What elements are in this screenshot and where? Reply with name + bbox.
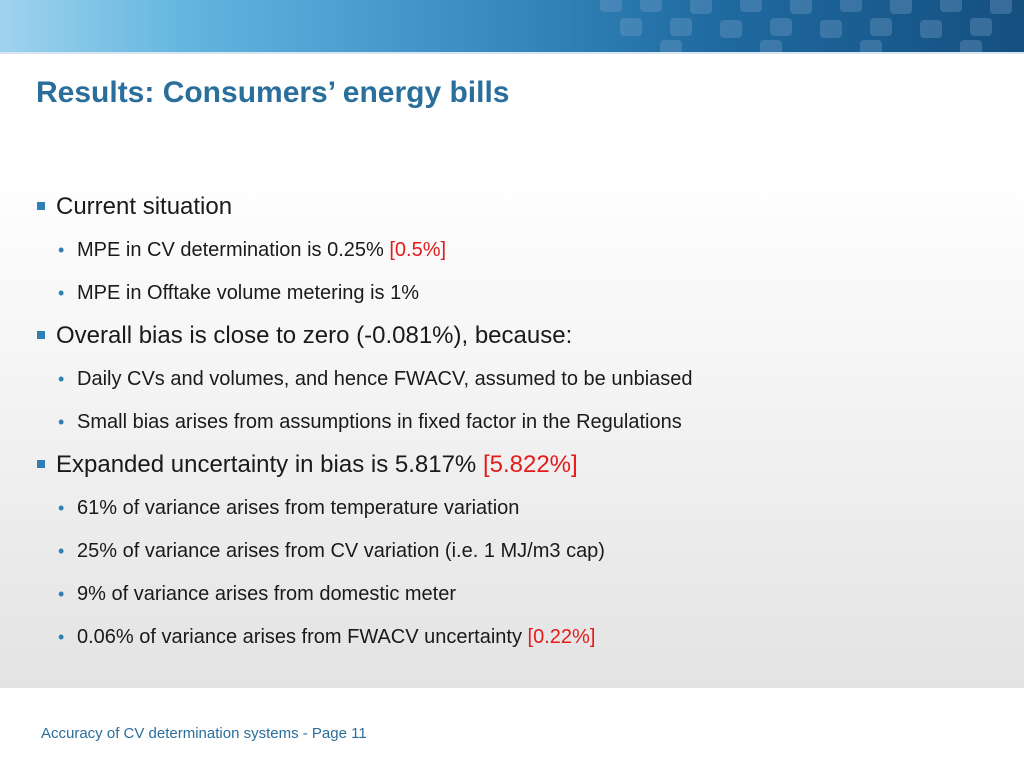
sub-bullet-text: 25% of variance arises from CV variation (i.e. 1 MJ/m3 cap) — [77, 540, 605, 562]
decorative-tile — [960, 40, 982, 52]
round-bullet-icon: • — [58, 369, 65, 389]
decorative-tile — [640, 0, 662, 12]
sub-bullet-mpe-cv — [36, 231, 996, 274]
sub-bullet-text: MPE in Offtake volume metering is 1% — [77, 282, 419, 304]
sub-bullet-text: 0.06% of variance arises from FWACV uncertainty — [77, 626, 522, 648]
decorative-tile — [990, 0, 1012, 14]
decorative-tile — [840, 0, 862, 12]
bullet-text: Current situation — [56, 193, 233, 220]
decorative-tile — [600, 0, 622, 12]
round-bullet-icon: • — [58, 627, 65, 647]
decorative-tile — [870, 18, 892, 36]
sub-bullet-text: MPE in CV determination is 0.25% — [77, 239, 384, 261]
sub-bullet-fwacv — [36, 618, 996, 661]
decorative-tile — [690, 0, 712, 14]
decorative-tile — [620, 18, 642, 36]
square-bullet-icon — [37, 460, 45, 468]
sub-bullet-small-bias — [36, 403, 996, 446]
decorative-tile — [790, 0, 812, 14]
bullet-note: [5.822%] — [482, 451, 578, 478]
bullet-text: Overall bias is close to zero (-0.081%), because: — [56, 322, 573, 349]
square-bullet-icon — [37, 331, 45, 339]
sub-bullet-text: 9% of variance arises from domestic meter — [77, 583, 457, 605]
bullet-list — [36, 188, 996, 661]
round-bullet-icon: • — [58, 584, 65, 604]
round-bullet-icon: • — [58, 240, 65, 260]
sub-bullet-domestic-meter — [36, 575, 996, 618]
decorative-tile — [920, 20, 942, 38]
decorative-tile — [670, 18, 692, 36]
decorative-tile — [770, 18, 792, 36]
decorative-tile — [660, 40, 682, 52]
sub-bullet-daily-cvs — [36, 360, 996, 403]
sub-bullet-text: Small bias arises from assumptions in fixed factor in the Regulations — [77, 411, 682, 433]
decorative-tile — [760, 40, 782, 52]
bullet-overall-bias — [36, 317, 996, 360]
sub-bullet-text: Daily CVs and volumes, and hence FWACV, assumed to be unbiased — [77, 368, 693, 390]
footer-page-label: Accuracy of CV determination systems - Page 11 — [41, 725, 367, 742]
round-bullet-icon: • — [58, 541, 65, 561]
bullet-text: Expanded uncertainty in bias is 5.817% — [56, 451, 477, 478]
decorative-tile — [890, 0, 912, 14]
decorative-tile — [860, 40, 882, 52]
sub-bullet-text: 61% of variance arises from temperature variation — [77, 497, 520, 519]
decorative-tile — [740, 0, 762, 12]
bullet-expanded-uncertainty — [36, 446, 996, 489]
decorative-tile — [820, 20, 842, 38]
sub-bullet-temperature — [36, 489, 996, 532]
sub-bullet-note: [0.22%] — [527, 626, 596, 648]
decorative-tile — [940, 0, 962, 12]
sub-bullet-cv-variation — [36, 532, 996, 575]
round-bullet-icon: • — [58, 412, 65, 432]
header-band — [0, 0, 1024, 52]
sub-bullet-note: [0.5%] — [389, 239, 447, 261]
bullet-current-situation — [36, 188, 996, 231]
square-bullet-icon — [37, 202, 45, 210]
slide-title: Results: Consumers’ energy bills — [36, 76, 510, 109]
round-bullet-icon: • — [58, 283, 65, 303]
decorative-tile — [720, 20, 742, 38]
decorative-tile — [970, 18, 992, 36]
sub-bullet-mpe-offtake — [36, 274, 996, 317]
round-bullet-icon: • — [58, 498, 65, 518]
